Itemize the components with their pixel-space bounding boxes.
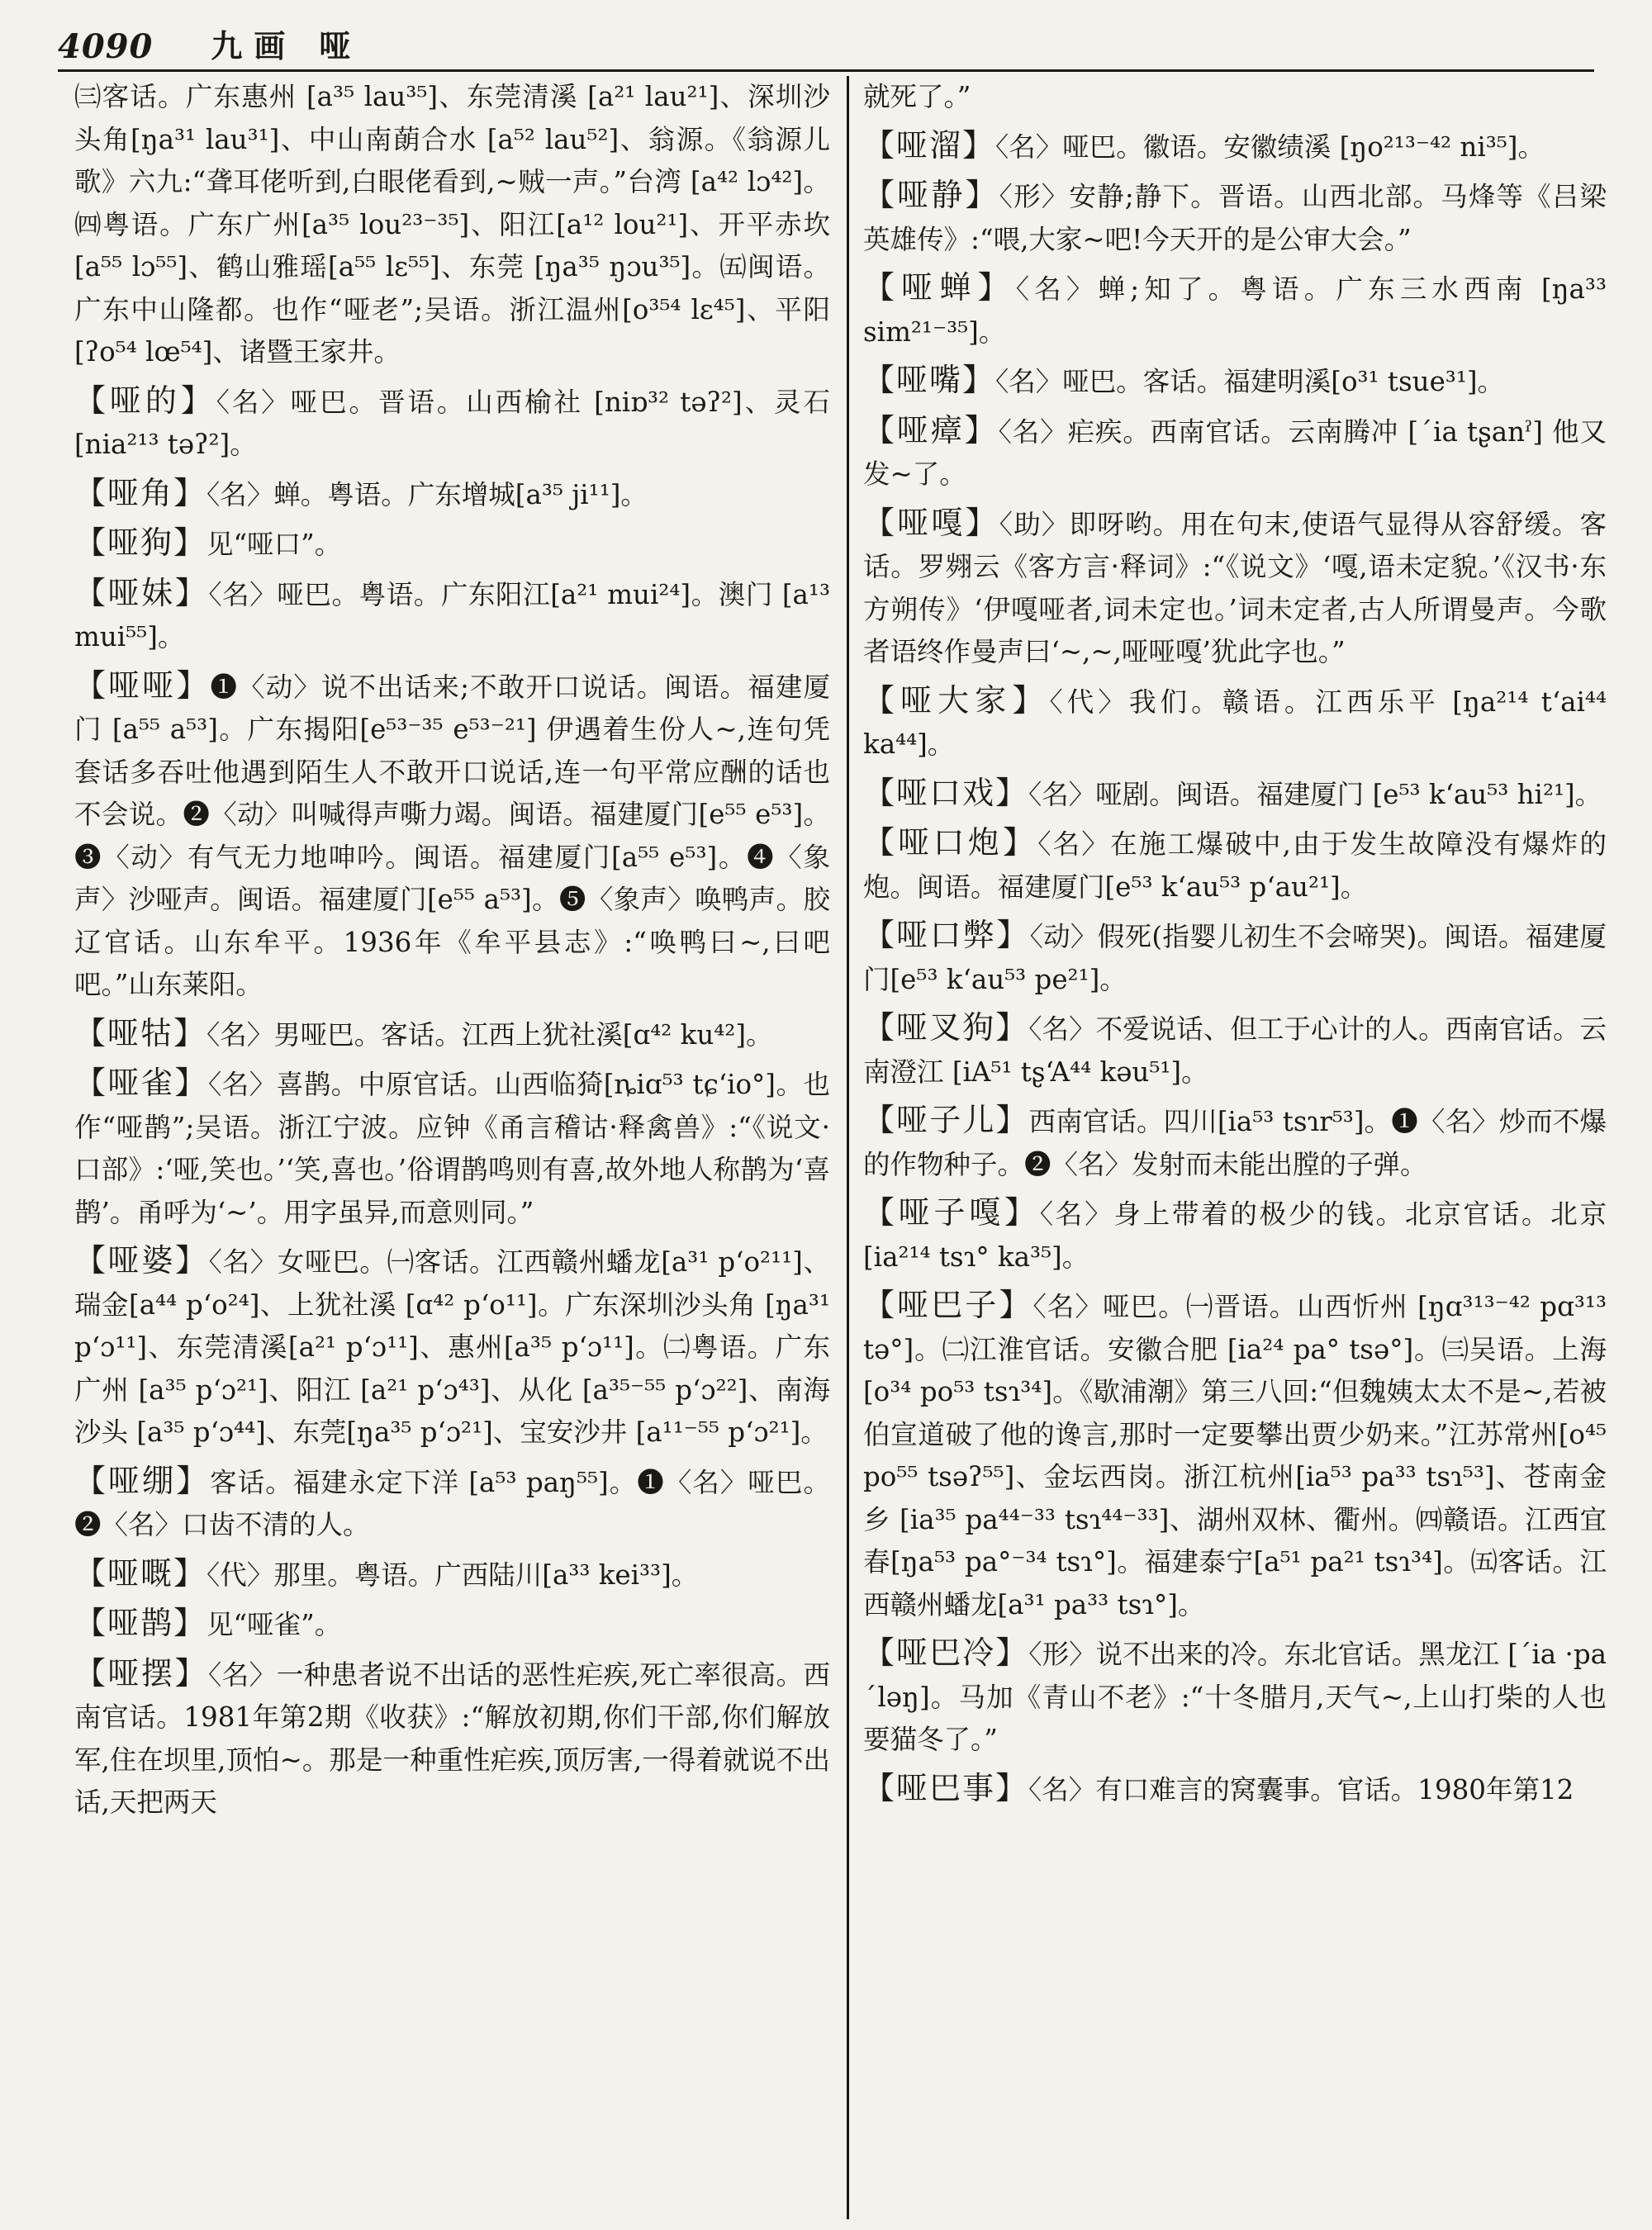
entry-definition: 〈名〉女哑巴。㈠客话。江西赣州蟠龙[a³¹ pʻo²¹¹]、瑞金[a⁴⁴ pʻo²⁴]、上犹社溪 [ɑ⁴² pʻo¹¹]。广东深圳沙头角 [ŋa³¹ pʻɔ¹¹]、东莞清溪[a²¹ pʻɔ¹¹]、惠州[a³⁵ pʻɔ¹¹]。㈡粤语。广东广州 [a³⁵ pʻɔ²¹]、阳江 [a²¹ pʻɔ⁴³]、从化 [a³⁵⁻⁵⁵ pʻɔ²²]、南海沙头 [a³⁵ pʻɔ⁴⁴]、东莞[ŋa³⁵ pʻɔ²¹]、宝安沙井 [a¹¹⁻⁵⁵ pʻɔ²¹]。: [74, 1246, 830, 1448]
dictionary-entry: [74, 1460, 830, 1547]
entry-headword: 【哑牯】: [74, 1014, 207, 1051]
dictionary-entry: [74, 572, 830, 659]
entry-headword: 【哑大家】: [863, 681, 1050, 719]
entry-definition: 就死了。”: [863, 81, 971, 112]
dictionary-entry: [863, 1099, 1607, 1186]
dictionary-entry: [863, 680, 1607, 766]
entry-definition: ㈢客话。广东惠州 [a³⁵ lau³⁵]、东莞清溪 [a²¹ lau²¹]、深圳沙头角[ŋa³¹ lau³¹]、中山南蓢合水 [a⁵² lau⁵²]、翁源。《翁源儿歌》六九:“聋耳佬听到,白眼佬看到,~贼一声。”台湾 [a⁴² lɔ⁴²]。㈣粤语。广东广州[a³⁵ lou²³⁻³⁵]、阳江[a¹² lou²¹]、开平赤坎[a⁵⁵ lɔ⁵⁵]、鹤山雅瑶[a⁵⁵ lɛ⁵⁵]、东莞 [ŋa³⁵ ŋɔu³⁵]。㈤闽语。广东中山隆都。也作“哑老”;吴语。浙江温州[o³⁵⁴ lɛ⁴⁵]、平阳[ʔo⁵⁴ lœ⁵⁴]、诸暨王家井。: [74, 81, 830, 368]
dictionary-entry: [863, 822, 1607, 909]
dictionary-entry: [863, 772, 1607, 817]
page-number: 4090: [58, 27, 154, 66]
dictionary-entry: [74, 1240, 830, 1454]
entry-headword: 【哑雀】: [74, 1065, 208, 1101]
entry-definition: 见“哑雀”。: [206, 1609, 342, 1640]
dictionary-entry: [863, 267, 1607, 353]
entry-headword: 【哑静】: [863, 177, 999, 213]
dictionary-entry: [863, 1632, 1607, 1762]
entry-headword: 【哑溜】: [863, 126, 996, 164]
entry-headword: 【哑巴子】: [863, 1287, 1033, 1323]
entry-headword: 【哑哑】: [74, 667, 211, 704]
dictionary-entry: [74, 1653, 830, 1824]
entry-headword: 【哑叉狗】: [863, 1009, 1029, 1046]
entry-definition: 〈名〉不爱说话、但工于心计的人。西南官话。云南澄江 [iA⁵¹ tʂʻA⁴⁴ kəu⁵¹]。: [863, 1013, 1607, 1088]
entry-headword: 【哑绷】: [74, 1462, 211, 1499]
entry-headword: 【哑婆】: [74, 1242, 209, 1279]
entry-definition: 〈名〉蝉;知了。粤语。广东三水西南 [ŋa³³ sim²¹⁻³⁵]。: [863, 273, 1607, 348]
entry-headword: 【哑子嘎】: [863, 1194, 1040, 1231]
entry-definition: 〈形〉安静;静下。晋语。山西北部。马烽等《吕梁英雄传》:“喂,大家~吧!今天开的是公审大会。”: [863, 181, 1607, 255]
dictionary-entry: [74, 1553, 830, 1597]
entry-headword: 【哑嘎】: [863, 504, 999, 541]
entry-headword: 【哑摆】: [74, 1654, 208, 1691]
page-header: [58, 18, 1611, 66]
entry-definition: 〈名〉蝉。粤语。广东增城[a³⁵ ji¹¹]。: [206, 478, 648, 510]
entry-headword: 【哑蝉】: [863, 269, 1016, 306]
entry-definition: 〈动〉假死(指婴儿初生不会啼哭)。闽语。福建厦门[e⁵³ kʻau⁵³ pe²¹]。: [863, 921, 1607, 995]
dictionary-entry: [74, 380, 830, 467]
entry-definition: 〈形〉说不出来的冷。东北官话。黑龙江 [ˊia ·pa ˊləŋ]。马加《青山不老》:“十冬腊月,天气~,上山打柴的人也要猫冬了。”: [863, 1639, 1607, 1755]
entry-definition: 见“哑口”。: [206, 529, 342, 560]
entry-headword: 【哑口戏】: [863, 774, 1029, 811]
dictionary-entry: [863, 1767, 1607, 1812]
entry-definition: 〈名〉喜鹊。中原官话。山西临猗[ȵiɑ⁵³ tɕʻio°]。也作“哑鹊”;吴语。浙江宁波。应钟《甬言稽诂·释禽兽》:“《说文·口部》:‘哑,笑也。’‘笑,喜也。’俗谓鹊鸣则有喜,故外地人称鹊为‘喜鹊’。甬呼为‘~’。用字虽异,而意则同。”: [74, 1069, 830, 1228]
dictionary-entry: [74, 1013, 830, 1057]
dictionary-entry: [863, 410, 1607, 496]
entry-definition: 〈名〉哑巴。晋语。山西榆社 [niɒ³² təʔ²]、灵石[nia²¹³ təʔ²]。: [74, 386, 830, 460]
dictionary-entry: [74, 665, 830, 1007]
dictionary-entry: [863, 1192, 1607, 1279]
dictionary-entry: [863, 125, 1607, 169]
entry-headword: 【哑的】: [74, 382, 216, 419]
dictionary-entry: [863, 359, 1607, 404]
entry-headword: 【哑狗】: [74, 524, 207, 561]
column-divider: [847, 76, 849, 2219]
entry-headword: 【哑鹊】: [74, 1605, 207, 1641]
entry-headword: 【哑巴冷】: [863, 1635, 1029, 1671]
left-column: [74, 76, 830, 2215]
entry-definition: 〈名〉有口难言的窝囊事。官话。1980年第12: [1028, 1773, 1574, 1805]
dictionary-entry: [863, 1284, 1607, 1626]
entry-headword: 【哑巴事】: [863, 1769, 1029, 1806]
entry-definition: 〈名〉男哑巴。客话。江西上犹社溪[ɑ⁴² ku⁴²]。: [206, 1018, 773, 1051]
entry-definition: 〈名〉哑巴。徽语。安徽绩溪 [ŋo²¹³⁻⁴² ni³⁵]。: [995, 130, 1545, 163]
entry-definition: 〈名〉哑巴。粤语。广东阳江[a²¹ mui²⁴]。澳门 [a¹³ mui⁵⁵]。: [74, 578, 830, 652]
dictionary-entry: [863, 914, 1607, 1001]
entry-headword: 【哑角】: [74, 474, 207, 511]
entry-definition: 〈代〉那里。粤语。广西陆川[a³³ kei³³]。: [206, 1559, 699, 1591]
entry-continuation: [863, 76, 1607, 119]
entry-headword: 【哑嘅】: [74, 1554, 207, 1592]
entry-definition: ❶〈动〉说不出话来;不敢开口说话。闽语。福建厦门 [a⁵⁵ a⁵³]。广东揭阳[e⁵³⁻³⁵ e⁵³⁻²¹] 伊遇着生份人~,连句凭套话多吞吐他遇到陌生人不敢开口说话,连一句平常应酬的话也不会说。❷〈动〉叫喊得声嘶力竭。闽语。福建厦门[e⁵⁵ e⁵³]。❸〈动〉有气无力地呻吟。闽语。福建厦门[a⁵⁵ e⁵³]。❹〈象声〉沙哑声。闽语。福建厦门[e⁵⁵ a⁵³]。❺〈象声〉唤鸭声。胶辽官话。山东牟平。1936年《牟平县志》:“唤鸭曰~,曰吧吧。”山东莱阳。: [74, 671, 830, 1000]
dictionary-entry: [74, 1062, 830, 1234]
entry-headword: 【哑口弊】: [863, 917, 1030, 953]
entry-definition: 〈名〉一种患者说不出话的恶性疟疾,死亡率很高。西南官话。1981年第2期《收获》:“解放初期,你们干部,你们解放军,住在坝里,顶怕~。那是一种重性疟疾,顶厉害,一得着就说不出话,天把两天: [74, 1658, 830, 1818]
header-rule: [58, 69, 1594, 72]
entry-definition: 客话。福建永定下洋 [a⁵³ paŋ⁵⁵]。❶〈名〉哑巴。❷〈名〉口齿不清的人。: [74, 1466, 830, 1540]
entry-definition: 西南官话。四川[ia⁵³ tsɿr⁵³]。❶〈名〉炒而不爆的作物种子。❷〈名〉发射而未能出膛的子弹。: [863, 1106, 1607, 1180]
entry-definition: 〈名〉疟疾。西南官话。云南腾冲 [ˊia tʂanˀ] 他又发~了。: [863, 415, 1607, 490]
entry-definition: 〈名〉在施工爆破中,由于发生故障没有爆炸的炮。闽语。福建厦门[e⁵³ kʻau⁵³ pʻau²¹]。: [863, 828, 1607, 903]
entry-headword: 【哑妹】: [74, 574, 209, 611]
entry-definition: 〈名〉身上带着的极少的钱。北京官话。北京 [ia²¹⁴ tsɿ° ka³⁵]。: [863, 1198, 1607, 1273]
entry-definition: 〈助〉即呀哟。用在句末,使语气显得从容舒缓。客话。罗翙云《客方言·释词》:“《说文》‘嘎,语未定貌。’《汉书·东方朔传》‘伊嘎哑者,词未定也。’词未定者,古人所谓曼声。今歌者语终作曼声曰‘~,~,哑哑嘎’犹此字也。”: [863, 508, 1607, 667]
dictionary-entry: [863, 502, 1607, 674]
entry-headword: 【哑口炮】: [863, 824, 1038, 861]
entry-definition: 〈代〉我们。赣语。江西乐平 [ŋa²¹⁴ tʻai⁴⁴ ka⁴⁴]。: [863, 686, 1607, 760]
running-title: 九画 哑: [211, 27, 363, 64]
right-column: [863, 76, 1607, 2215]
entry-headword: 【哑子儿】: [863, 1102, 1029, 1138]
dictionary-entry: [863, 174, 1607, 261]
entry-headword: 【哑瘴】: [863, 411, 999, 448]
entry-definition: 〈名〉哑巴。㈠晋语。山西忻州 [ŋɑ³¹³⁻⁴² pɑ³¹³ tə°]。㈡江淮官话。安徽合肥 [ia²⁴ pa° tsə°]。㈢吴语。上海 [o³⁴ po⁵³ tsɿ³⁴]。《歇浦潮》第三八回:“但魏姨太太不是~,若被伯宣道破了他的谗言,那时一定要攀出贾少奶来。”江苏常州[o⁴⁵ po⁵⁵ tsəʔ⁵⁵]、金坛西岗。浙江杭州[ia⁵³ pa³³ tsɿ⁵³]、苍南金乡 [ia³⁵ pa⁴⁴⁻³³ tsɿ⁴⁴⁻³³]、湖州双林、衢州。㈣赣语。江西宜春[ŋa⁵³ pa°⁻³⁴ tsɿ°]。福建泰宁[a⁵¹ pa²¹ tsɿ³⁴]。㈤客话。江西赣州蟠龙[a³¹ pa³³ tsɿ°]。: [863, 1291, 1607, 1620]
entry-headword: 【哑嘴】: [863, 362, 996, 398]
dictionary-entry: [74, 472, 830, 517]
entry-definition: 〈名〉哑巴。客话。福建明溪[o³¹ tsue³¹]。: [995, 366, 1505, 397]
dictionary-entry: [74, 522, 830, 567]
dictionary-entry: [863, 1007, 1607, 1094]
entry-definition: 〈名〉哑剧。闽语。福建厦门 [e⁵³ kʻau⁵³ hi²¹]。: [1028, 778, 1602, 810]
entry-continuation: [74, 76, 830, 374]
dictionary-entry: [74, 1602, 830, 1647]
